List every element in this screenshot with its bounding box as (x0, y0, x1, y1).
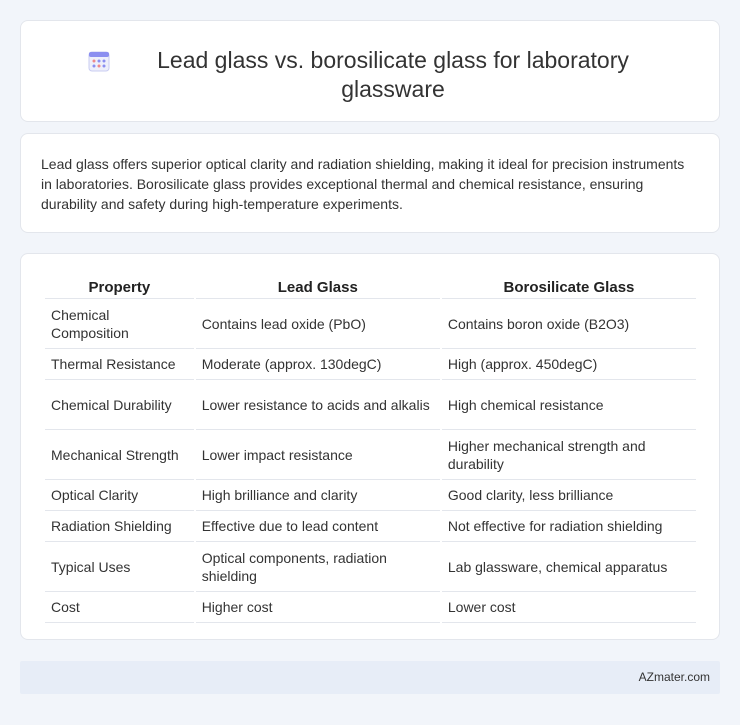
table-row (45, 430, 696, 480)
column-header-lead-glass: Lead Glass (196, 276, 440, 299)
table-row (45, 592, 696, 623)
summary-card (20, 133, 720, 233)
table-cell: High brilliance and clarity (196, 480, 440, 511)
table-row (45, 380, 696, 430)
table-row (45, 542, 696, 592)
table-row (45, 511, 696, 542)
footer-bar (20, 661, 720, 694)
table-cell: Lower cost (442, 592, 696, 623)
table-cell: Higher cost (196, 592, 440, 623)
table-cell: High chemical resistance (442, 380, 696, 430)
column-header-property: Property (45, 276, 194, 299)
column-header-borosilicate-glass: Borosilicate Glass (442, 276, 696, 299)
table-cell: Moderate (approx. 130degC) (196, 349, 440, 380)
table-cell: Lower impact resistance (196, 430, 440, 480)
table-row (45, 480, 696, 511)
table-cell: Optical Clarity (45, 480, 194, 511)
table-cell: Chemical Composition (45, 299, 194, 349)
table-cell: Cost (45, 592, 194, 623)
table-cell: Effective due to lead content (196, 511, 440, 542)
table-cell: Optical components, radiation shielding (196, 542, 440, 592)
table-cell: Lower resistance to acids and alkalis (196, 380, 440, 430)
table-cell: Typical Uses (45, 542, 194, 592)
table-cell: Good clarity, less brilliance (442, 480, 696, 511)
table-cell: Contains lead oxide (PbO) (196, 299, 440, 349)
table-row (45, 299, 696, 349)
table-cell: Mechanical Strength (45, 430, 194, 480)
table-row (45, 349, 696, 380)
table-cell: Lab glassware, chemical apparatus (442, 542, 696, 592)
table-cell: Contains boron oxide (B2O3) (442, 299, 696, 349)
table-cell: Radiation Shielding (45, 511, 194, 542)
table-cell: Thermal Resistance (45, 349, 194, 380)
table-cell: Chemical Durability (45, 380, 194, 430)
page-title: Lead glass vs. borosilicate glass for laboratory glassware (157, 47, 629, 102)
footer-brand-link[interactable]: AZmater.com (638, 670, 710, 684)
table-cell: High (approx. 450degC) (442, 349, 696, 380)
table-cell: Higher mechanical strength and durability (442, 430, 696, 480)
calendar-grid-icon (87, 49, 111, 73)
summary-paragraph: Lead glass offers superior optical clarity and radiation shielding, making it ideal for precision instruments in laboratories. Borosilicate glass provides exceptional thermal and chemical resistance, ensuring durability and safety during high-temperature experiments. (41, 156, 685, 212)
table-cell: Not effective for radiation shielding (442, 511, 696, 542)
comparison-table-card (20, 253, 720, 640)
comparison-table (43, 276, 698, 623)
title-card (20, 20, 720, 122)
